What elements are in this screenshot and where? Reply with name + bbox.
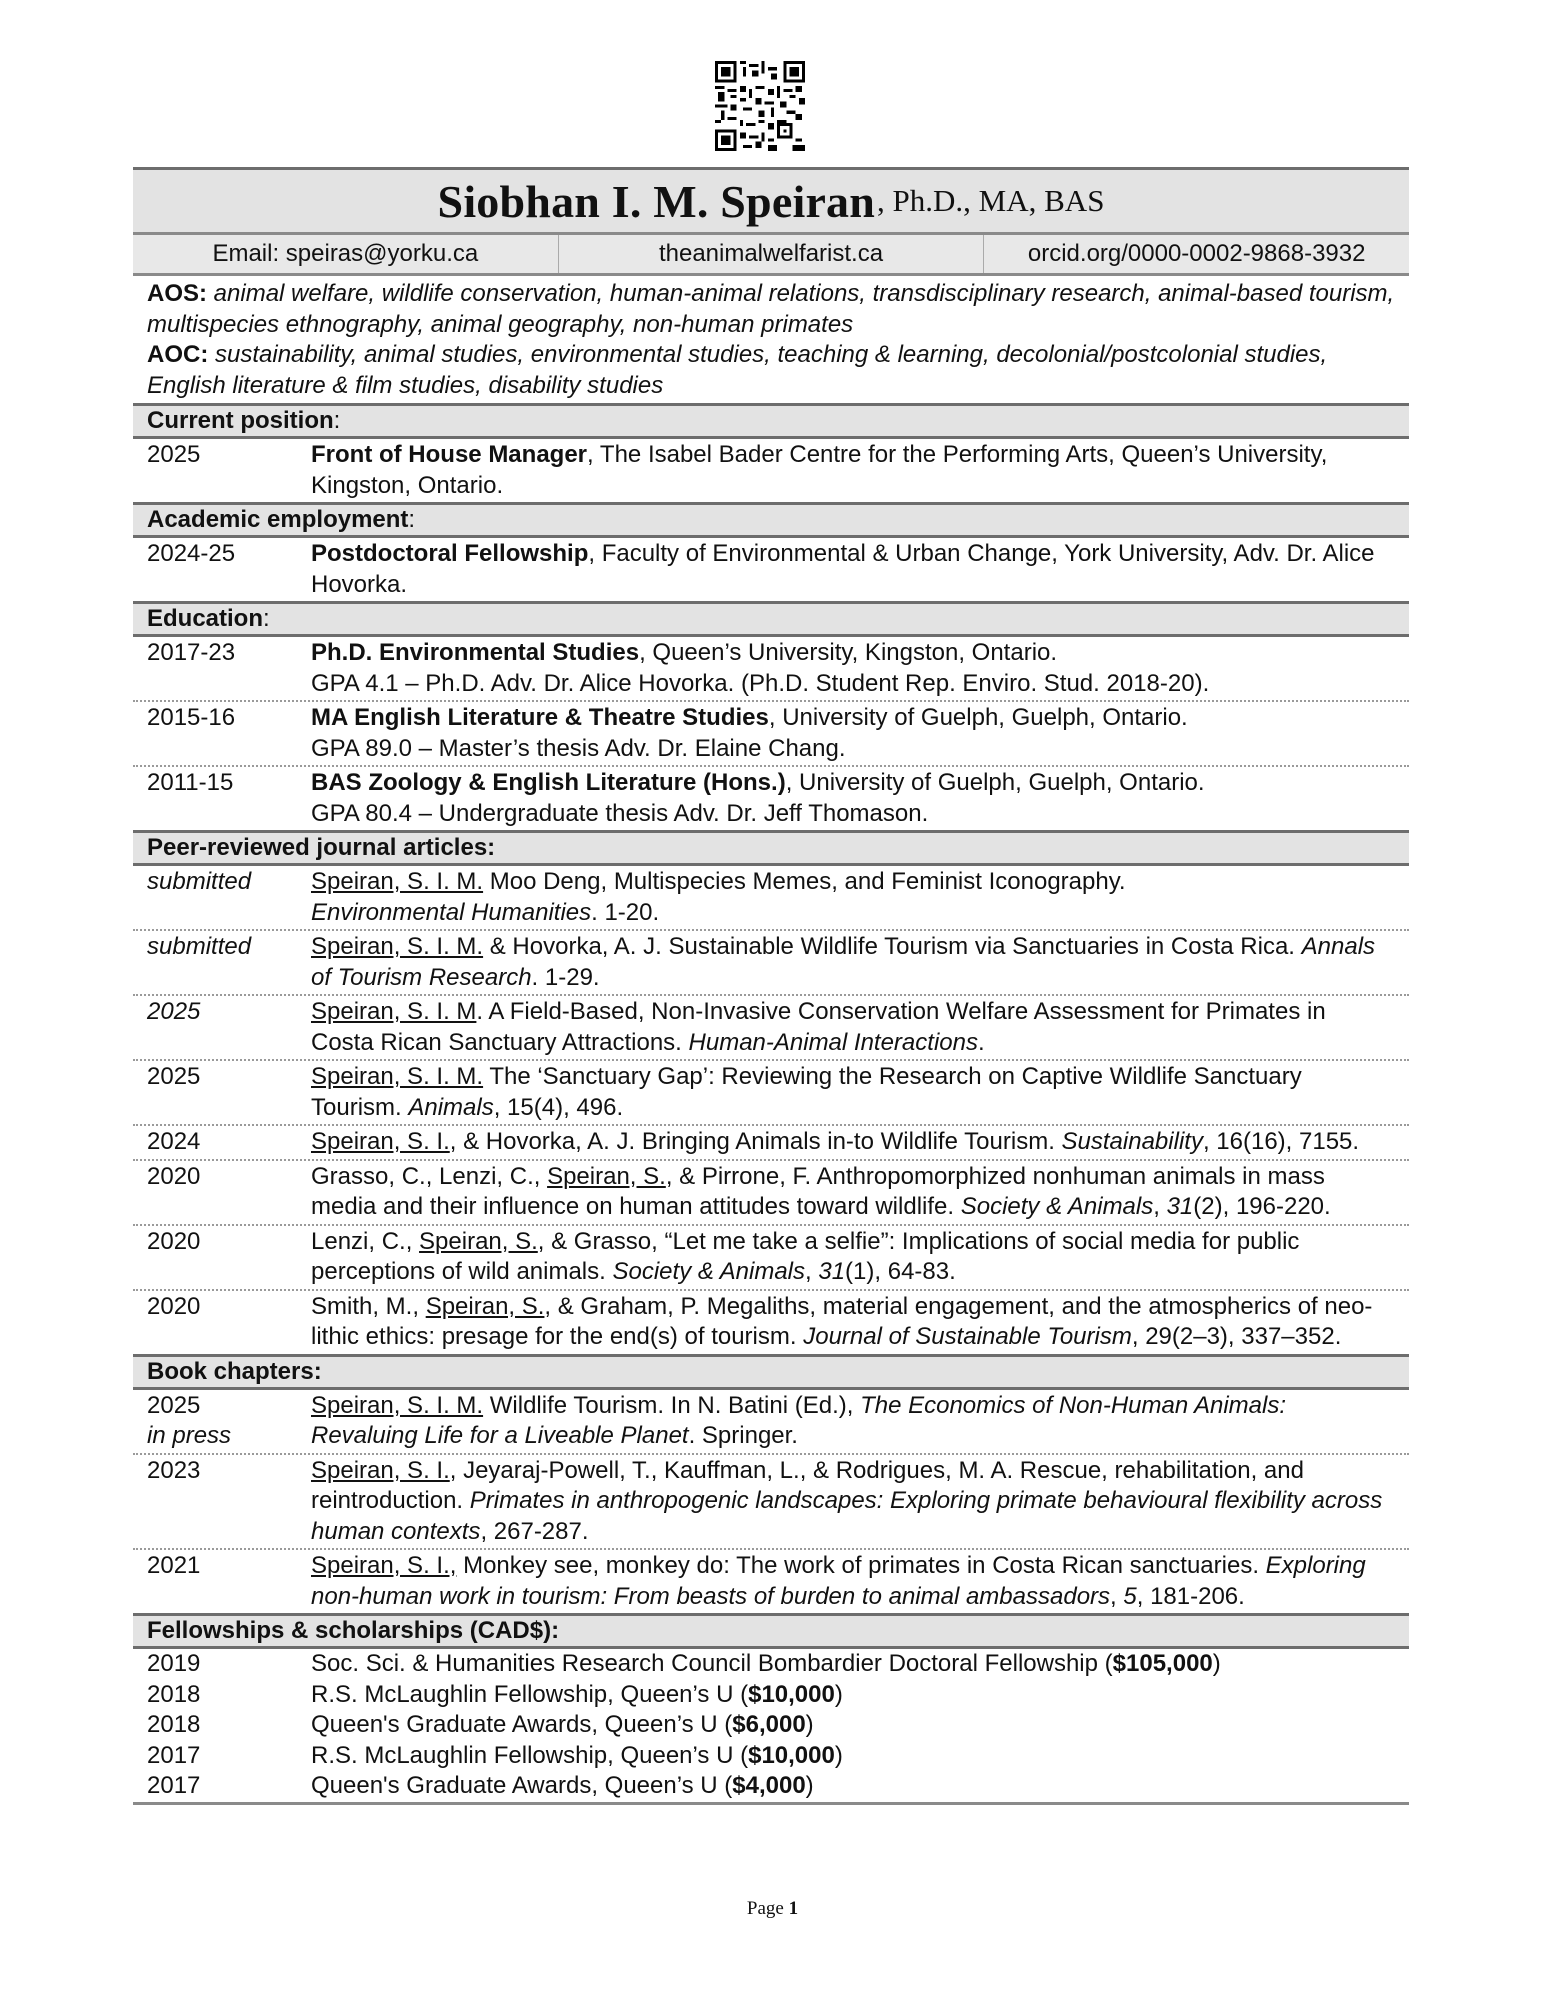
award-amount: $10,000 bbox=[748, 1680, 835, 1708]
entry-year: 2017 bbox=[147, 1741, 201, 1769]
entry-body: Queen's Graduate Awards, Queen’s U ($4,000) bbox=[311, 1772, 814, 1799]
award-amount: $4,000 bbox=[732, 1772, 806, 1799]
entry-year: 2011-15 bbox=[147, 769, 234, 796]
fellowship-entry bbox=[133, 1710, 1409, 1741]
website-link[interactable]: theanimalwelfarist.ca bbox=[559, 235, 985, 273]
entry-body: Speiran, S. I., Monkey see, monkey do: The work of primates in Costa Rican sanctuaries. Exploring non-human work in tourism: From beasts of burden to animal ambassadors, 5, 181-206. bbox=[311, 1552, 1366, 1610]
entry-body: Speiran, S. I. M. A Field-Based, Non-Invasive Conservation Welfare Assessment for Primates in Costa Rican Sanctuary Attractions. Human-Animal Interactions. bbox=[311, 998, 1326, 1056]
entry-year: 2023 bbox=[147, 1456, 201, 1484]
aoc-label: AOC: bbox=[147, 341, 209, 368]
fellowship-entry bbox=[133, 1741, 1409, 1772]
entry-body: Ph.D. Environmental Studies, Queen’s University, Kingston, Ontario. GPA 4.1 – Ph.D. Adv. Dr. Alice Hovorka. (Ph.D. Student Rep. Enviro. Stud. 2018-20). bbox=[311, 639, 1210, 697]
entry-year: 2015-16 bbox=[147, 704, 236, 731]
article-entry bbox=[133, 866, 1409, 931]
contact-row bbox=[133, 235, 1409, 276]
article-entry bbox=[133, 1126, 1409, 1161]
entry-body: Speiran, S. I. M. Moo Deng, Multispecies Memes, and Feminist Iconography. Environmental Humanities. 1-20. bbox=[311, 868, 1126, 926]
section-heading-fellowships: Fellowships & scholarships (CAD$): bbox=[133, 1613, 1409, 1649]
entry-body: MA English Literature & Theatre Studies, University of Guelph, Guelph, Ontario. GPA 89.0 – Master’s thesis Adv. Dr. Elaine Chang. bbox=[311, 704, 1188, 762]
entry-body: R.S. McLaughlin Fellowship, Queen’s U ($10,000) bbox=[311, 1741, 843, 1769]
education-entry bbox=[133, 637, 1409, 702]
entry-year: 2025 in press bbox=[147, 1391, 232, 1449]
entry-year: 2025 bbox=[147, 998, 201, 1025]
credentials: , Ph.D., MA, BAS bbox=[877, 183, 1105, 218]
cv-page bbox=[133, 167, 1409, 1805]
entry-body: Queen's Graduate Awards, Queen’s U ($6,000) bbox=[311, 1711, 814, 1738]
bottom-divider bbox=[133, 1802, 1409, 1805]
aoc-text: sustainability, animal studies, environmental studies, teaching & learning, decolonial/postcolonial studies, English literature & film studies, disability studies bbox=[147, 341, 1328, 399]
article-entry bbox=[133, 1161, 1409, 1226]
education-entry bbox=[133, 767, 1409, 830]
chapter-entry bbox=[133, 1390, 1409, 1455]
section-heading-journal-articles: Peer-reviewed journal articles: bbox=[133, 830, 1409, 866]
position-entry bbox=[133, 439, 1409, 502]
entry-year: 2017 bbox=[147, 1772, 201, 1799]
name-header bbox=[133, 167, 1409, 235]
aos-label: AOS: bbox=[147, 280, 207, 307]
orcid-link[interactable]: orcid.org/0000-0002-9868-3932 bbox=[1027, 240, 1366, 267]
entry-year: 2017-23 bbox=[147, 639, 236, 666]
aoc-line bbox=[147, 340, 1395, 401]
aos-line bbox=[147, 279, 1395, 340]
entry-body: Lenzi, C., Speiran, S., & Grasso, “Let me take a selfie”: Implications of social media for public perceptions of wild animals. Society & Animals, 31(1), 64-83. bbox=[311, 1227, 1300, 1285]
education-entry bbox=[133, 702, 1409, 767]
entry-year: submitted bbox=[147, 868, 252, 895]
chapter-entry bbox=[133, 1550, 1409, 1613]
entry-body: Speiran, S. I., & Hovorka, A. J. Bringing Animals in-to Wildlife Tourism. Sustainability, 16(16), 7155. bbox=[311, 1128, 1360, 1155]
person-name: Siobhan I. M. Speiran bbox=[437, 175, 876, 227]
chapter-entry bbox=[133, 1455, 1409, 1551]
entry-year: 2020 bbox=[147, 1227, 201, 1255]
fellowship-entry bbox=[133, 1771, 1409, 1802]
award-amount: $6,000 bbox=[732, 1711, 806, 1738]
section-heading-education: Education: bbox=[133, 601, 1409, 637]
article-entry bbox=[133, 931, 1409, 996]
entry-year: 2019 bbox=[147, 1650, 201, 1677]
article-entry bbox=[133, 996, 1409, 1061]
entry-body: Speiran, S. I. M. & Hovorka, A. J. Sustainable Wildlife Tourism via Sanctuaries in Costa Rica. Annals of Tourism Research. 1-29. bbox=[311, 933, 1376, 991]
entry-body: Soc. Sci. & Humanities Research Council Bombardier Doctoral Fellowship ($105,000) bbox=[311, 1650, 1221, 1677]
entry-body: R.S. McLaughlin Fellowship, Queen’s U ($10,000) bbox=[311, 1680, 843, 1708]
fellowship-entry bbox=[133, 1680, 1409, 1711]
entry-body: Postdoctoral Fellowship, Faculty of Environmental & Urban Change, York University, Adv. Dr. Alice Hovorka. bbox=[311, 540, 1375, 598]
entry-body: Speiran, S. I. M. The ‘Sanctuary Gap’: Reviewing the Research on Captive Wildlife Sanctuary Tourism. Animals, 15(4), 496. bbox=[311, 1063, 1302, 1121]
section-heading-academic-employment: Academic employment: bbox=[133, 502, 1409, 538]
entry-year: 2018 bbox=[147, 1711, 201, 1738]
entry-body: Grasso, C., Lenzi, C., Speiran, S., & Pirrone, F. Anthropomorphized nonhuman animals in mass media and their influence on human attitudes toward wildlife. Society & Animals, 31(2), 196-220. bbox=[311, 1162, 1331, 1220]
fellowship-entry bbox=[133, 1649, 1409, 1680]
award-amount: $105,000 bbox=[1112, 1650, 1213, 1677]
entry-body: Speiran, S. I., Jeyaraj-Powell, T., Kauffman, L., & Rodrigues, M. A. Rescue, rehabilitation, and reintroduction. Primates in anthropogenic landscapes: Exploring primate behavioural flexibility across human contexts, 267-287. bbox=[311, 1456, 1383, 1545]
entry-year: 2020 bbox=[147, 1162, 201, 1190]
section-heading-book-chapters: Book chapters: bbox=[133, 1354, 1409, 1390]
entry-year: 2018 bbox=[147, 1680, 201, 1708]
article-entry bbox=[133, 1226, 1409, 1291]
entry-body: Front of House Manager, The Isabel Bader Centre for the Performing Arts, Queen’s University, Kingston, Ontario. bbox=[311, 441, 1328, 499]
employment-entry bbox=[133, 538, 1409, 601]
entry-year: 2020 bbox=[147, 1292, 201, 1320]
entry-year: 2025 bbox=[147, 441, 201, 468]
entry-year: 2021 bbox=[147, 1552, 201, 1579]
award-amount: $10,000 bbox=[748, 1741, 835, 1769]
aos-text: animal welfare, wildlife conservation, human-animal relations, transdisciplinary research, animal-based tourism, multispecies ethnography, animal geography, non-human primates bbox=[147, 280, 1395, 338]
entry-year: submitted bbox=[147, 933, 252, 960]
page-number: 1 bbox=[788, 1898, 799, 1919]
entry-year: 2024 bbox=[147, 1128, 201, 1155]
section-heading-current-position: Current position: bbox=[133, 403, 1409, 439]
qr-code-icon bbox=[715, 60, 805, 152]
entry-body: BAS Zoology & English Literature (Hons.), University of Guelph, Guelph, Ontario. GPA 80.4 – Undergraduate thesis Adv. Dr. Jeff Thomason. bbox=[311, 769, 1205, 827]
article-entry bbox=[133, 1291, 1409, 1354]
page-label: Page bbox=[746, 1898, 784, 1919]
entry-year: 2024-25 bbox=[147, 540, 236, 567]
entry-body: Smith, M., Speiran, S., & Graham, P. Megaliths, material engagement, and the atmospherics of neo-lithic ethics: presage for the end(s) of tourism. Journal of Sustainable Tourism, 29(2–3), 337–352. bbox=[311, 1292, 1373, 1350]
email-link[interactable]: Email: speiras@yorku.ca bbox=[133, 235, 559, 273]
areas-block bbox=[133, 276, 1409, 403]
in-press-label: in press bbox=[147, 1422, 232, 1449]
page-footer bbox=[0, 1898, 1545, 1920]
entry-year: 2025 bbox=[147, 1063, 201, 1090]
entry-body: Speiran, S. I. M. Wildlife Tourism. In N. Batini (Ed.), The Economics of Non-Human Animals: Revaluing Life for a Liveable Planet. Springer. bbox=[311, 1391, 1287, 1449]
article-entry bbox=[133, 1061, 1409, 1126]
